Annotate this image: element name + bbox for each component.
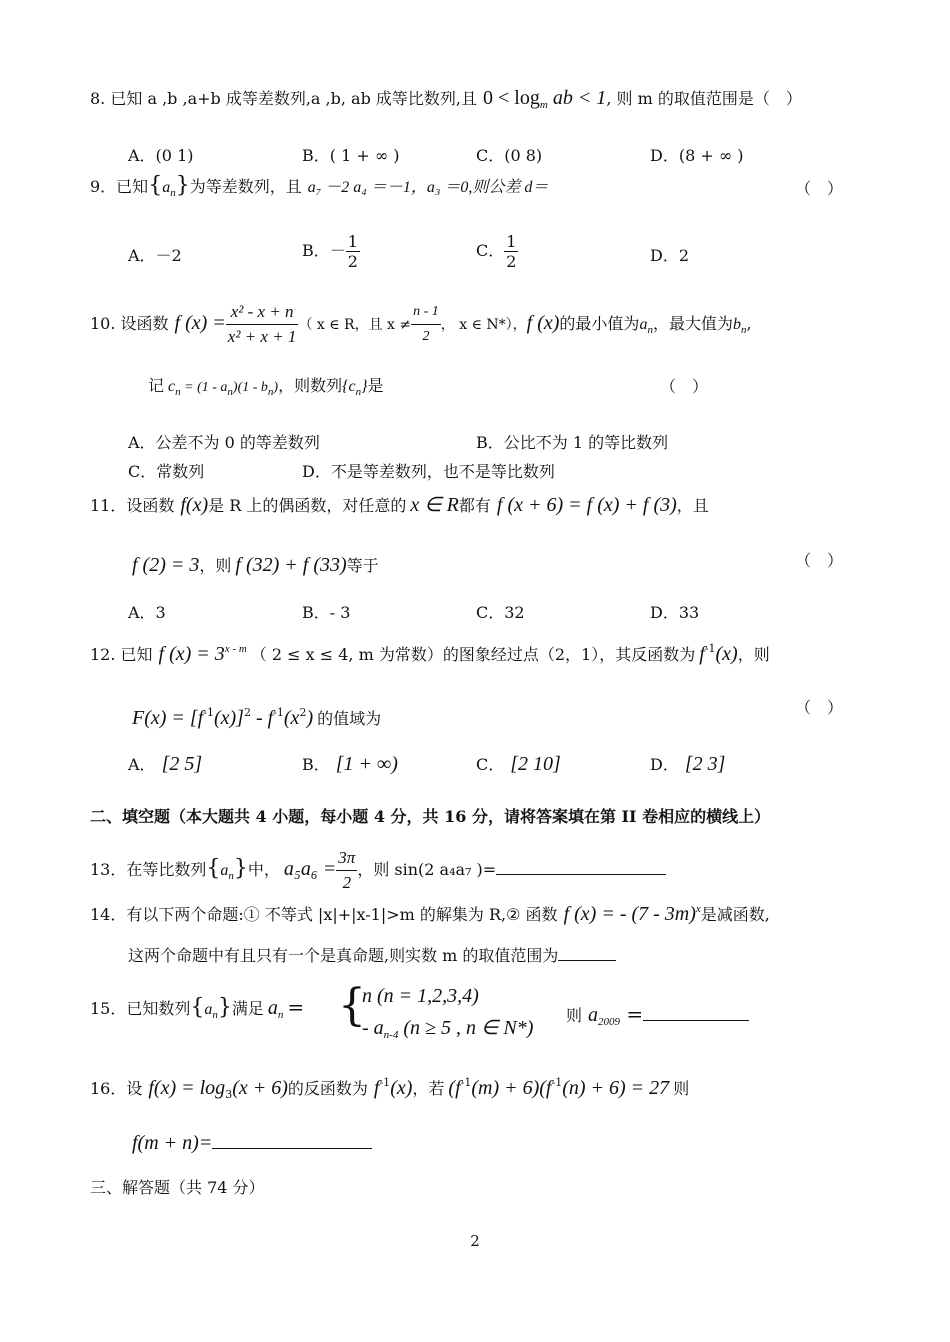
q12-finv: f: [699, 643, 705, 665]
q10-set: {c: [342, 378, 356, 395]
q11-stem: 11．设函数: [90, 496, 175, 515]
q13-answer-blank[interactable]: [496, 874, 666, 875]
q10-option-c: C．常数列: [128, 462, 205, 481]
q16-answer-blank[interactable]: [212, 1148, 372, 1149]
q13-seq: $\{a_n\}$: [206, 856, 248, 882]
q14-tail: 是减函数,: [700, 905, 770, 924]
q10-f: f (x) =: [174, 312, 226, 334]
question-15: 15．已知数列$\{a_n\}$满足 $a_n$ =: [90, 995, 305, 1021]
q10-cond-den: 2: [411, 324, 441, 349]
q10-answer-paren: （ ）: [660, 377, 709, 396]
q13-seq-a: a: [220, 862, 229, 879]
q12-f: f (x) = 3: [158, 643, 225, 665]
q16-tail: 则: [673, 1079, 690, 1098]
q13-fraction: [336, 846, 357, 895]
q9-expr: a₇ －2 a₄ ＝－1，a₃ ＝0,则公差 d＝: [307, 179, 549, 196]
q10-cn-expr2: )(1 - b: [232, 380, 268, 395]
q12-stem: 12. 已知: [90, 645, 153, 664]
question-12: [90, 636, 770, 668]
q8-option-a: A．(0 1): [128, 146, 194, 165]
q10-bn: b: [732, 316, 741, 333]
q9-seq-a: a: [162, 179, 171, 196]
q13-stem: 13．在等比数列: [90, 860, 207, 879]
q11-then: ，则: [199, 556, 232, 575]
q12-finv-arg: (x): [715, 643, 738, 665]
question-9: [90, 173, 549, 203]
q12-F: F(x) = [f: [132, 707, 204, 729]
q10-cond-frac: [411, 300, 441, 349]
q11-option-d: D．33: [650, 603, 700, 622]
q16-line2: f(m + n)=: [132, 1132, 213, 1154]
q15-case-1: [362, 986, 479, 1007]
q10-stem: 10. 设函数: [90, 314, 169, 333]
q13-mid: 中，: [247, 860, 280, 879]
q16-cond-sup2: -1: [551, 1076, 563, 1089]
q14-answer-blank[interactable]: [558, 960, 616, 961]
q15-an: a: [267, 997, 278, 1019]
q15-case2-text: - a: [362, 1017, 384, 1039]
q12-option-c-range: [2 10]: [510, 753, 561, 775]
q9-option-c: [476, 232, 518, 271]
q14-fx: f (x) = - (7 - 3m): [563, 903, 696, 925]
q12-F-sq2: 2: [299, 706, 307, 719]
q12-option-c: [476, 752, 561, 776]
q10-bn-sub: n: [740, 324, 747, 336]
q14-line1: 14．有以下两个命题:① 不等式 |x|+|x-1|>m 的解集为 R,② 函数: [90, 905, 558, 924]
q10-shi: 是: [367, 376, 384, 395]
q15-seq-a: a: [204, 1001, 213, 1018]
q9-option-b: [302, 232, 360, 271]
q10-cn-an-sub: n: [227, 386, 233, 398]
q16-mid2: ，若: [412, 1079, 445, 1098]
q12-option-d: [650, 752, 725, 776]
q9-c-den: 2: [506, 252, 517, 271]
q12-option-d-label: D．: [650, 755, 679, 774]
q8-option-d: D．(8 + ∞ ): [650, 146, 744, 165]
q10-num: x² - x + n: [230, 302, 294, 321]
question-12-line2: [132, 700, 381, 732]
q16-finv-arg: (x): [390, 1077, 413, 1099]
q11-x-in-r: x ∈ R: [410, 494, 459, 516]
q15-a2009: a: [588, 1004, 599, 1026]
q11-answer-paren: （ ）: [795, 551, 844, 570]
q10-option-a: A．公差不为 0 的等差数列: [128, 433, 320, 452]
q15-seq: $\{a_n\}$: [190, 995, 232, 1021]
page-number: 2: [470, 1232, 480, 1250]
q9-b-num: 1: [347, 232, 358, 251]
section-2-title: 二、填空题（本大题共 4 小题，每小题 4 分，共 16 分，请将答案填在第 II 卷相应的横线上）: [90, 807, 771, 826]
question-11: [90, 492, 709, 519]
q11-tail: ，且: [676, 496, 709, 515]
q16-fx: f(x) = log: [148, 1077, 226, 1099]
q12-F-sup1: -1: [203, 706, 214, 719]
q10-cond-tail: ， x ∈ N*），: [440, 317, 527, 333]
q15-seq-sub: n: [212, 1009, 218, 1021]
q10-cn-bn-sub: n: [267, 386, 274, 398]
q15-case1-text: n (n = 1,2,3,4): [362, 985, 479, 1007]
q12-cond: （ 2 ≤ x ≤ 4, m 为常数）的图象经过点（2，1），其反函数为: [250, 645, 696, 664]
q9-seq: $\{a_n\}$: [148, 173, 190, 199]
q12-finv-sup: -1: [704, 642, 716, 655]
q8-stem: 8. 已知 a ,b ,a+b 成等差数列,a ,b, ab 成等比数列,且: [90, 89, 478, 108]
q12-option-a-range: [2 5]: [161, 753, 203, 775]
q13-num: 3π: [338, 848, 356, 867]
q9-c-num: 1: [506, 232, 517, 251]
question-14-line2: [128, 946, 616, 966]
q8-formula: [483, 87, 606, 109]
q9-option-d: D．2: [650, 246, 690, 265]
q10-cond-num: n - 1: [413, 304, 439, 319]
q15-answer: [566, 1004, 749, 1032]
q14-line2: 这两个命题中有且只有一个是真命题,则实数 m 的取值范围为: [128, 946, 559, 965]
q16-stem: 16．设: [90, 1079, 143, 1098]
q13-den: 2: [336, 870, 357, 895]
q9-option-b-label: B．－: [302, 241, 346, 260]
q10-cn-expr: = (1 - a: [180, 380, 228, 395]
q12-option-a: [128, 752, 202, 776]
q11-mid2: 都有: [458, 496, 491, 515]
q10-an: a: [639, 316, 648, 333]
q12-option-d-range: [2 3]: [684, 753, 726, 775]
q10-fx: f (x): [526, 312, 560, 334]
q10-ji: 记: [148, 376, 165, 395]
q12-tail: ，则: [737, 645, 770, 664]
q16-finv-sup: -1: [379, 1076, 391, 1089]
question-10: 10. 设函数 f (x) = $\frac{\text{x² - x + n}}{\text{x² + x + 1}}$ （ x ∈ R，且 x ≠ $\frac{n - 1}{2}$ ， x ∈ N*），f (x)的最小值为$a_n$，最大值为$b_n$,: [90, 300, 752, 349]
q11-equals: 等于: [346, 556, 379, 575]
q16-cond2: (m) + 6)(f: [471, 1077, 552, 1099]
question-10-line2: [148, 376, 384, 402]
q12-option-b-label: B．: [302, 755, 330, 774]
q10-cond: （ x ∈ R，且 x ≠: [298, 317, 412, 333]
q10-set-end: }: [361, 378, 368, 395]
q16-cond-sup1: -1: [460, 1076, 472, 1089]
q10-cn-sub: n: [175, 386, 181, 398]
q9-option-c-label: C．: [476, 241, 505, 260]
q9-answer-paren: （ ）: [795, 179, 844, 198]
q12-F-sup2: -1: [273, 706, 284, 719]
question-11-line2: [132, 552, 379, 579]
q15-case-2: [362, 1018, 533, 1045]
q15-eq: =: [620, 1002, 644, 1026]
q13-seq-sub: n: [228, 870, 234, 882]
q11-mid: 是 R 上的偶函数，对任意的: [208, 496, 407, 515]
q11-fx: f(x): [180, 494, 209, 516]
q9-option-b-frac: [346, 232, 360, 271]
q13-tail: ，则 sin(2 a₄a₇ )=: [357, 860, 497, 879]
q12-answer-paren: （ ）: [795, 698, 844, 717]
q12-option-b-range: [1 + ∞): [335, 753, 398, 775]
q11-sum: f (32) + f (33): [235, 554, 347, 576]
q11-f2: f (2) = 3: [132, 554, 200, 576]
q12-range-label: 的值域为: [317, 709, 382, 728]
q10-an-sub: n: [647, 324, 653, 336]
q16-fx-arg: (x + 6): [232, 1077, 288, 1099]
q8-option-b: B．( 1 + ∞ ): [302, 146, 400, 165]
q15-then: 则: [566, 1006, 583, 1025]
q9-seq-sub: n: [170, 187, 176, 199]
section-3-title: 三、解答题（共 74 分）: [90, 1178, 265, 1197]
q8-tail: , 则 m 的取值范围是（ ）: [606, 89, 802, 108]
q10-cn-expr3: ): [273, 380, 279, 395]
question-16-line2: [132, 1130, 372, 1157]
question-14: [90, 896, 770, 928]
q16-finv: f: [373, 1077, 380, 1099]
q12-F-sq: 2: [243, 706, 251, 719]
q16-cond3: (n) + 6) = 27: [562, 1077, 670, 1099]
q15-stem: 15．已知数列: [90, 999, 191, 1018]
q10-cn: c: [168, 378, 176, 395]
q8-log-base: m: [539, 99, 548, 111]
q12-F-c: - f: [250, 707, 274, 729]
q15-an-sub: n: [277, 1009, 284, 1021]
q10-desc: 的最小值为: [559, 314, 640, 333]
q12-F-e: ): [306, 707, 314, 729]
q8-formula-rest: ab < 1: [547, 87, 607, 109]
question-8: [90, 88, 802, 115]
q11-equation: f (x + 6) = f (x) + f (3): [496, 494, 677, 516]
q15-answer-blank[interactable]: [643, 1020, 749, 1021]
question-13: [90, 846, 666, 895]
q10-option-b: B．公比不为 1 的等比数列: [476, 433, 669, 452]
q8-option-c: C．(0 8): [476, 146, 543, 165]
question-16: [90, 1070, 689, 1108]
q12-option-b: [302, 752, 398, 776]
q9-stem-b: 为等差数列，且: [189, 177, 302, 196]
q9-stem: 9．已知: [90, 177, 149, 196]
q10-option-d: D．不是等差数列，也不是等比数列: [302, 462, 555, 481]
q12-option-c-label: C．: [476, 755, 505, 774]
q10-fraction: [226, 300, 299, 349]
q10-set-sub: n: [355, 386, 362, 398]
q14-fx-sup: x: [695, 903, 701, 915]
q16-log-base: 3: [225, 1088, 233, 1101]
q15-case-brace: {: [338, 980, 366, 1031]
q12-exp: x - m: [224, 643, 247, 655]
q15-mid: 满足: [231, 999, 264, 1018]
q12-F-b: (x)]: [213, 707, 244, 729]
q15-case2-sub: n-4: [383, 1029, 399, 1041]
q15-case2-tail: (n ≥ 5 , n ∈ N*): [398, 1017, 534, 1039]
q11-option-c: C．32: [476, 603, 525, 622]
q10-desc2: ，最大值为: [652, 314, 733, 333]
q16-cond: (f: [448, 1077, 461, 1099]
q16-mid: 的反函数为: [287, 1079, 368, 1098]
q9-b-den: 2: [347, 252, 358, 271]
q10-den: x² + x + 1: [226, 324, 299, 349]
q9-option-a: A．－2: [128, 246, 182, 265]
q11-option-a: A．3: [128, 603, 166, 622]
q12-F-d: (x: [283, 707, 300, 729]
q8-formula-log: 0 < log: [483, 87, 540, 109]
q15-a2009-sub: 2009: [598, 1016, 621, 1028]
q11-option-b: B．- 3: [302, 603, 351, 622]
q12-option-a-label: A．: [128, 755, 156, 774]
q13-expr: a₅a₆ =: [283, 858, 337, 880]
q10-then: ，则数列: [278, 376, 343, 395]
q9-option-c-frac: [504, 232, 518, 271]
